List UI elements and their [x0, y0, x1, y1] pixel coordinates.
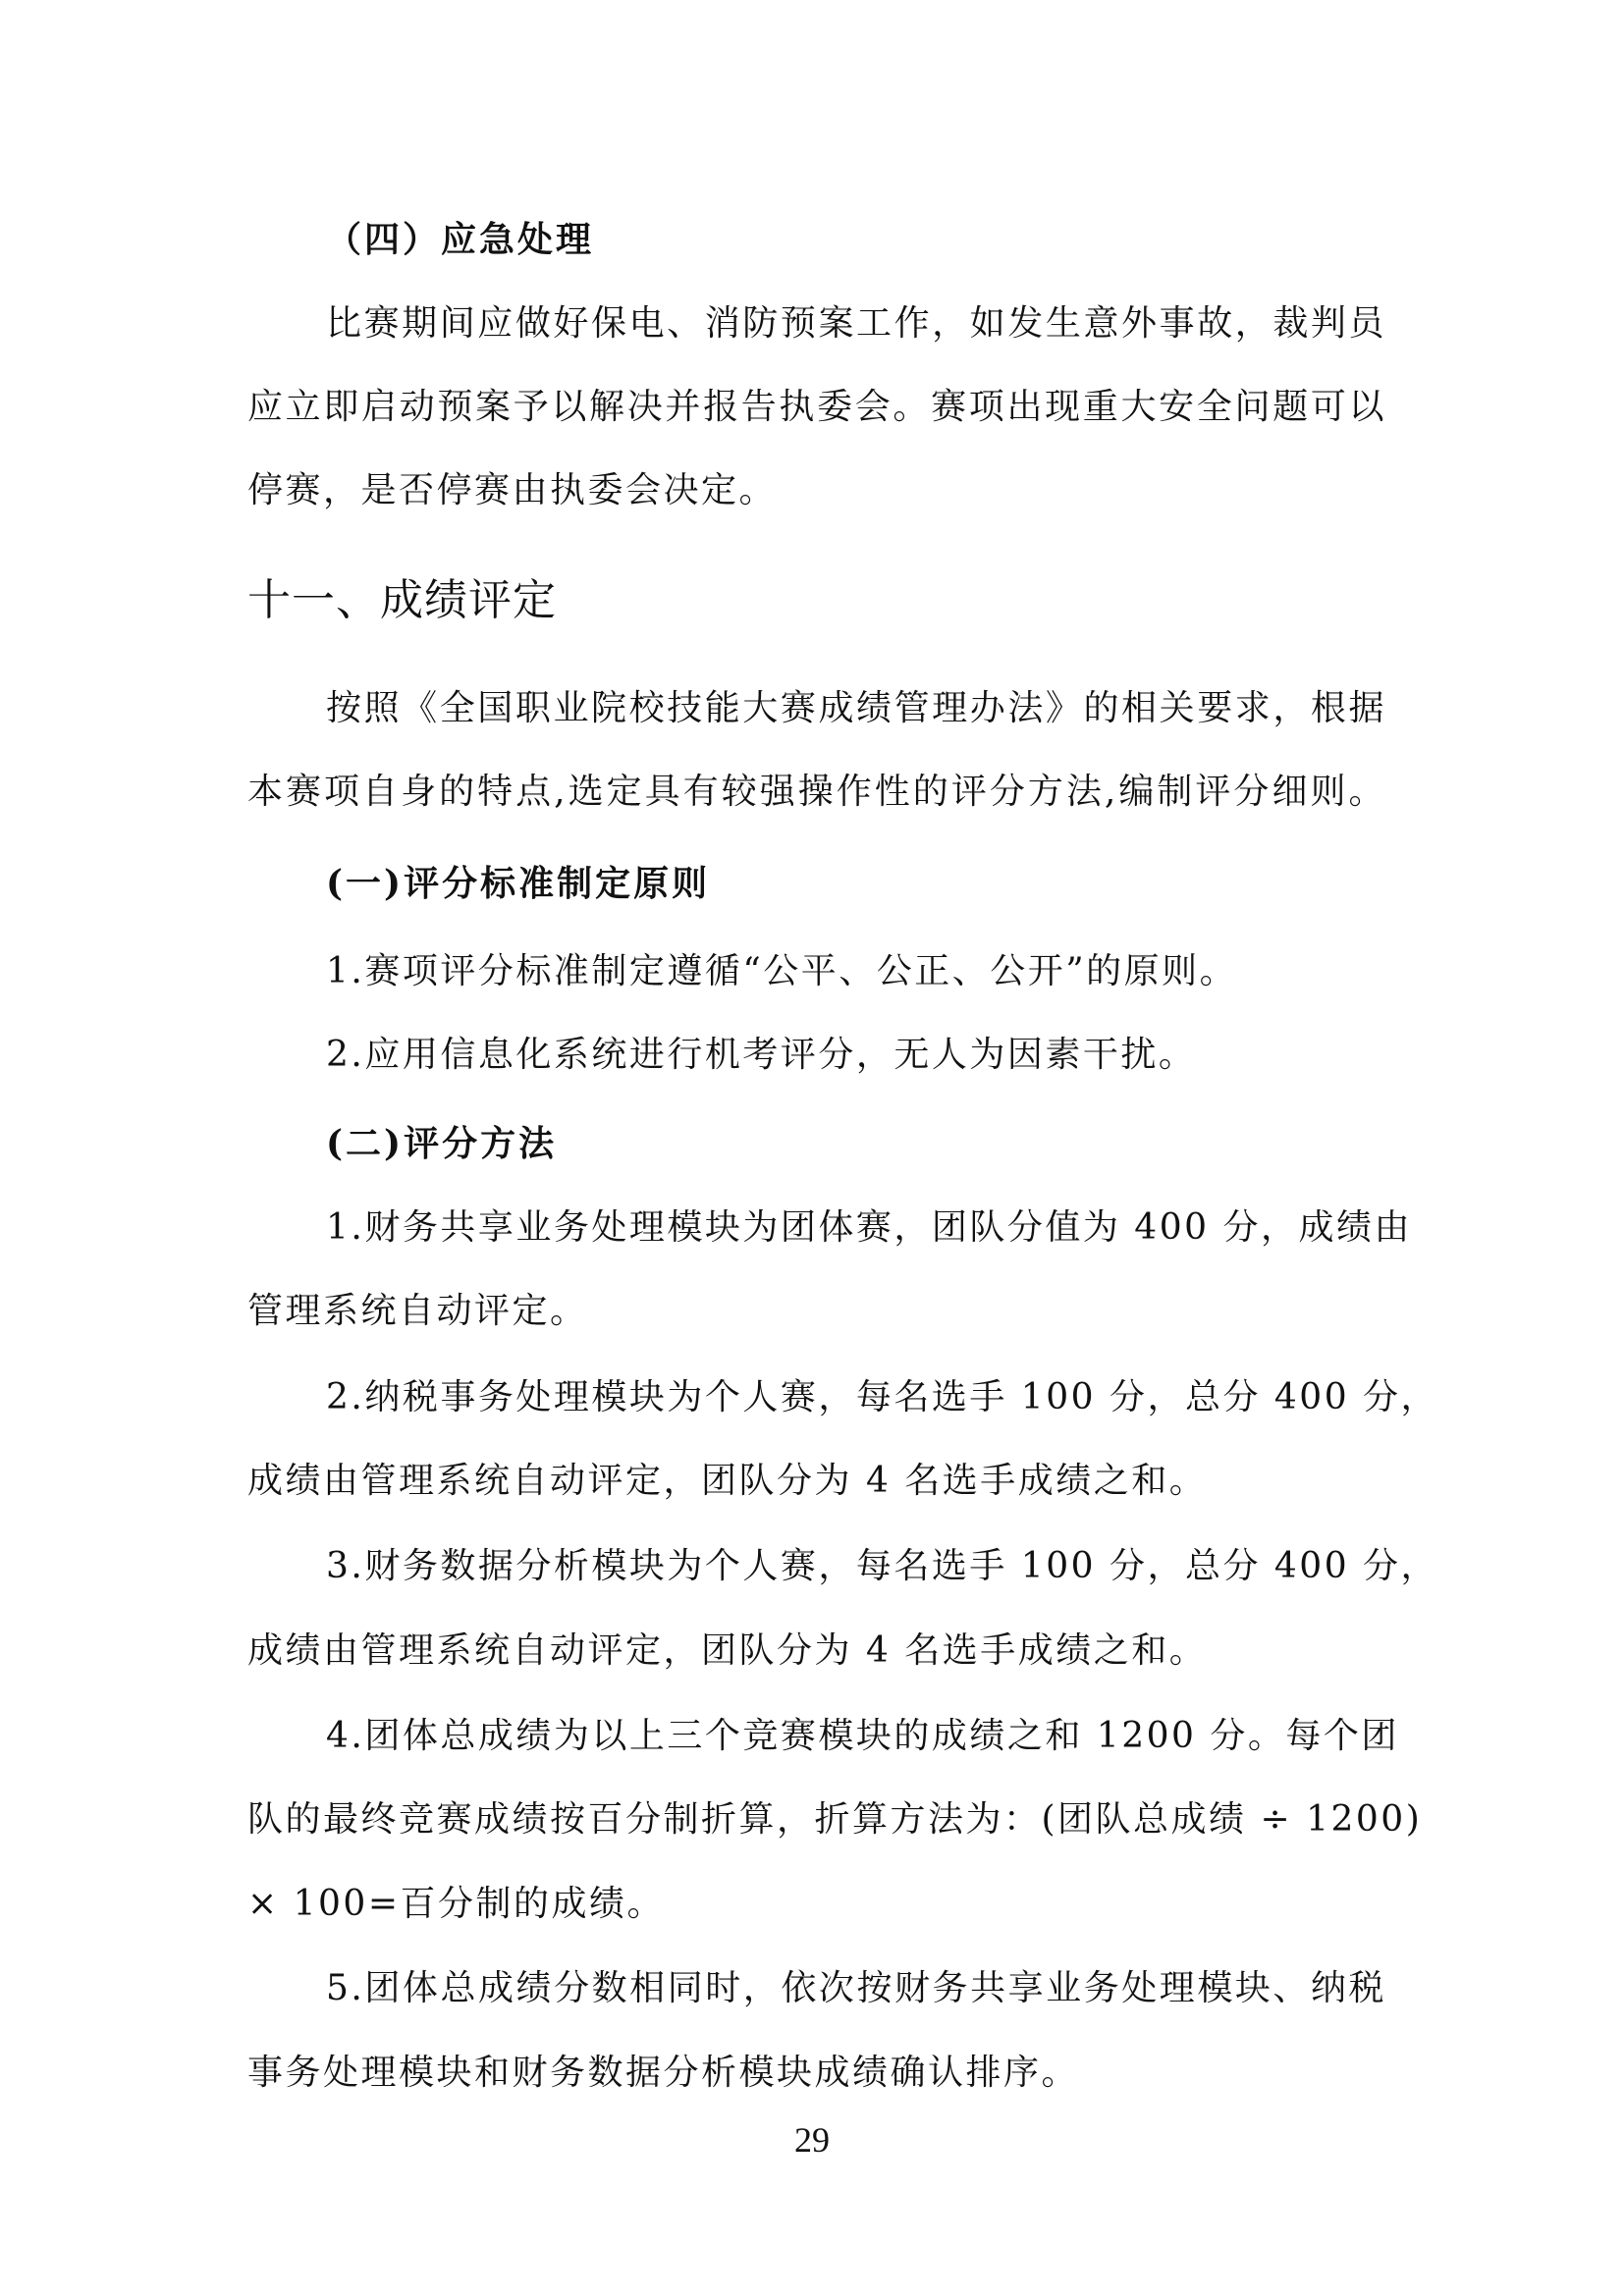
- list-item: 2.纳税事务处理模块为个人赛，每名选手 100 分，总分 400 分，: [326, 1377, 1439, 1417]
- paragraph-line: 停赛，是否停赛由执委会决定。: [247, 470, 778, 510]
- paragraph-line: 按照《全国职业院校技能大赛成绩管理办法》的相关要求，根据: [326, 688, 1386, 728]
- list-item-continuation: 成绩由管理系统自动评定，团队分为 4 名选手成绩之和。: [247, 1630, 1208, 1671]
- paragraph-line: 本赛项自身的特点,选定具有较强操作性的评分方法,编制评分细则。: [247, 772, 1386, 812]
- paragraph-line: 应立即启动预案予以解决并报告执委会。赛项出现重大安全问题可以: [247, 387, 1386, 427]
- list-item-continuation: 成绩由管理系统自动评定，团队分为 4 名选手成绩之和。: [247, 1461, 1208, 1501]
- subsection-heading-methods: (二)评分方法: [326, 1123, 558, 1164]
- list-item: 5.团体总成绩分数相同时，依次按财务共享业务处理模块、纳税: [326, 1968, 1386, 2008]
- list-item-continuation: × 100=百分制的成绩。: [247, 1884, 665, 1924]
- list-item: 4.团体总成绩为以上三个竞赛模块的成绩之和 1200 分。每个团: [326, 1716, 1399, 1756]
- list-item: 1.财务共享业务处理模块为团体赛，团队分值为 400 分，成绩由: [326, 1207, 1412, 1248]
- list-item: 2.应用信息化系统进行机考评分，无人为因素干扰。: [326, 1035, 1197, 1075]
- subsection-heading-principles: (一)评分标准制定原则: [326, 863, 711, 904]
- list-item-continuation: 管理系统自动评定。: [247, 1291, 588, 1331]
- list-item-continuation: 事务处理模块和财务数据分析模块成绩确认排序。: [247, 2053, 1080, 2093]
- page-number: 29: [794, 2120, 830, 2160]
- paragraph-line: 比赛期间应做好保电、消防预案工作，如发生意外事故，裁判员: [326, 303, 1386, 344]
- list-item: 1.赛项评分标准制定遵循“公平、公正、公开”的原则。: [326, 951, 1238, 991]
- list-item: 3.财务数据分析模块为个人赛，每名选手 100 分，总分 400 分，: [326, 1546, 1439, 1586]
- list-item-continuation: 队的最终竞赛成绩按百分制折算，折算方法为：(团队总成绩 ÷ 1200): [247, 1799, 1423, 1840]
- section-heading-emergency: （四）应急处理: [326, 219, 595, 260]
- chapter-heading-scoring: 十一、成绩评定: [247, 575, 557, 625]
